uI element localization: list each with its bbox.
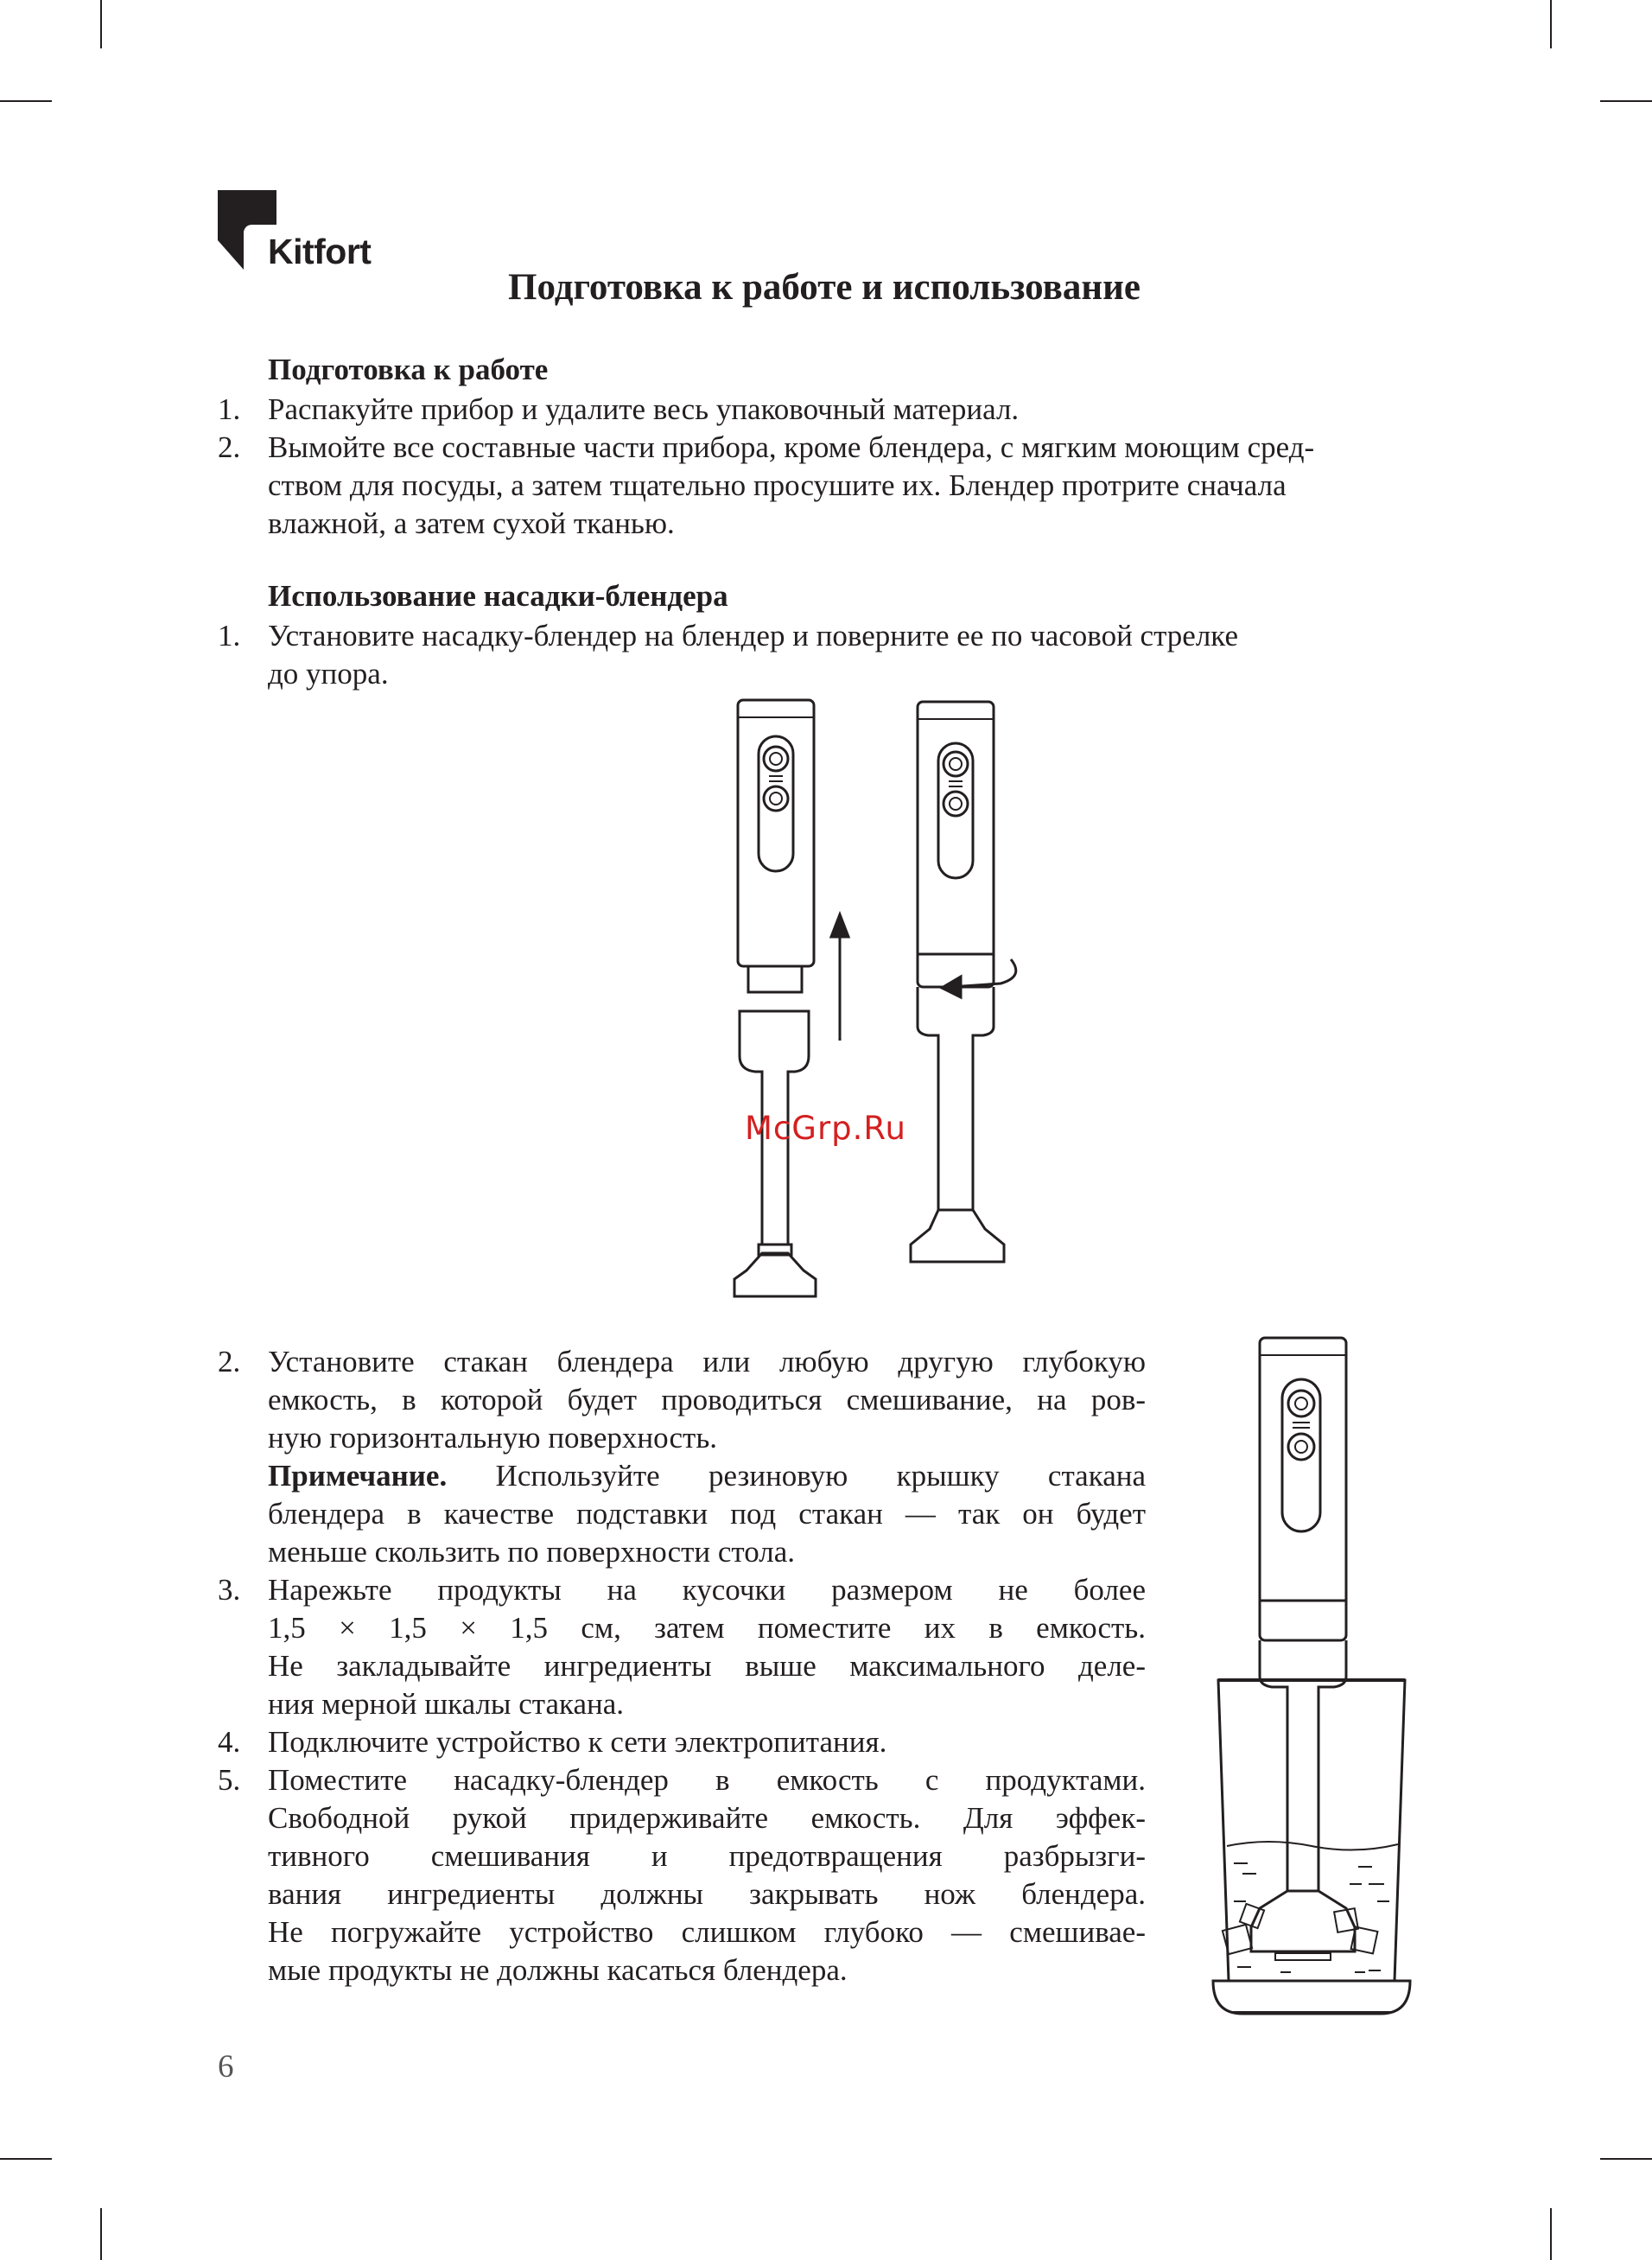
- note-line: Примечание. Используйте резиновую крышку стакана: [268, 1459, 1146, 1493]
- list-item: 4. Подключите устройство к сети электропитания.: [218, 1725, 887, 1759]
- note-label: Примечание.: [268, 1459, 448, 1493]
- watermark: McGrp.Ru: [745, 1110, 906, 1147]
- list-item: 2. Вымойте все составные части прибора, кроме блендера, с мягким моющим сред- ством для посуды, а затем тщательно просушите их. Блендер протрите сначала влажной, а затем сухой тканью.: [218, 430, 1315, 540]
- crop-mark: [0, 2158, 52, 2160]
- blender-in-cup-illustration: [1208, 1331, 1415, 2031]
- list-item: 3. Нарежьте продукты на кусочки размером не более 1,5 × 1,5 × 1,5 см, затем поместите их в емкость. Не закладывайте ингредиенты выше максимального деле- ния мерной шкалы стакана.: [218, 1573, 1146, 1721]
- list-item: 1. Распакуйте прибор и удалите весь упаковочный материал.: [218, 392, 1020, 426]
- crop-mark: [1550, 0, 1552, 48]
- list-item: 2. Установите стакан блендера или любую другую глубокую емкость, в которой будет проводиться смешивание, на ров- ную горизонтальную поверхность. Примечание. Используйте резиновую крышку стакана блендера в качестве подставки под стакан — так он будет меньше скользить по поверхности стола.: [218, 1345, 1146, 1569]
- section-heading-preparation: Подготовка к работе: [268, 353, 549, 386]
- crop-mark: [1600, 100, 1652, 102]
- crop-mark: [0, 100, 52, 102]
- brand-name: Kitfort: [268, 232, 372, 271]
- section-heading-usage: Использование насадки-блендера: [268, 579, 728, 613]
- crop-mark: [1550, 2208, 1552, 2260]
- crop-mark: [100, 2208, 102, 2260]
- list-item: 5. Поместите насадку-блендер в емкость с продуктами. Свободной рукой придерживайте емкость. Для эффек- тивного смешивания и предотвращения разбрызги- вания ингредиенты должны закрывать нож блендера. Не погружайте устройство слишком глубоко — смешивае- мые продукты не должны касаться блендера.: [218, 1763, 1146, 1987]
- page-title: Подготовка к работе и использование: [508, 267, 1141, 308]
- list-item: 1. Установите насадку-блендер на блендер и поверните ее по часовой стрелке до упора.: [218, 619, 1238, 691]
- page-number: 6: [218, 2049, 234, 2085]
- crop-mark: [100, 0, 102, 48]
- crop-mark: [1600, 2158, 1652, 2160]
- blender-assembly-illustration: [726, 691, 1054, 1314]
